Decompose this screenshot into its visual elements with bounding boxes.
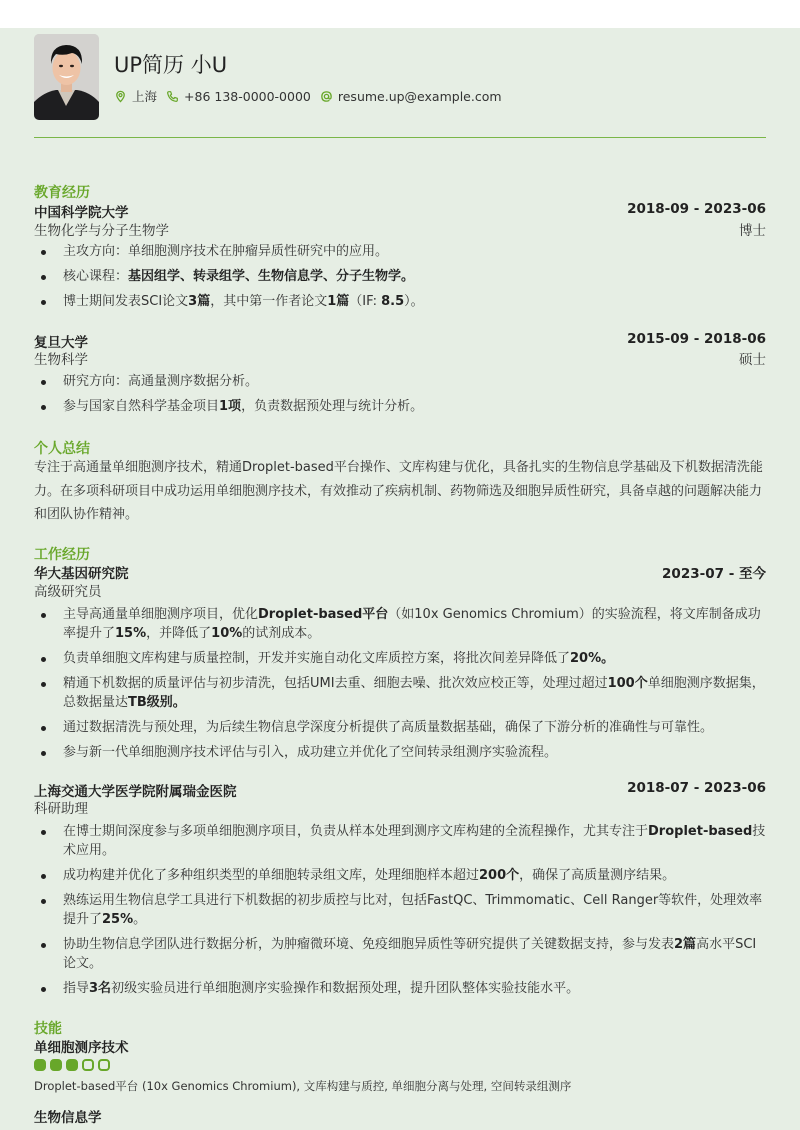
rating-dot-empty-icon <box>82 1059 94 1071</box>
list-item: 主攻方向：单细胞测序技术在肿瘤异质性研究中的应用。 <box>34 242 766 261</box>
edu-2-bullets <box>34 372 766 422</box>
list-item: 研究方向：高通量测序数据分析。 <box>34 372 766 391</box>
edu-1-bullets <box>34 242 766 317</box>
edu-1-major: 生物化学与分子生物学 <box>34 223 169 239</box>
edu-2-major: 生物科学 <box>34 352 88 368</box>
list-item: 协助生物信息学团队进行数据分析，为肿瘤微环境、免疫细胞异质性等研究提供了关键数据支持，参与发表2篇高水平SCI论文。 <box>34 935 766 973</box>
edu-1-header <box>34 201 766 221</box>
work-1-dates: 2023-07 - 至今 <box>662 566 766 582</box>
rating-dot-filled-icon <box>50 1059 62 1071</box>
list-item: 指导3名初级实验员进行单细胞测序实验操作和数据预处理，提升团队整体实验技能水平。 <box>34 979 766 998</box>
phone-text: +86 138-0000-0000 <box>184 88 311 104</box>
phone-icon <box>166 90 179 103</box>
work-2-company: 上海交通大学医学院附属瑞金医院 <box>34 784 237 800</box>
list-item: 博士期间发表SCI论文3篇，其中第一作者论文1篇（IF: 8.5）。 <box>34 292 766 311</box>
candidate-name: UP简历 小U <box>114 53 228 77</box>
contact-email[interactable] <box>320 89 502 104</box>
rating-dot-empty-icon <box>98 1059 110 1071</box>
list-item: 通过数据清洗与预处理，为后续生物信息学深度分析提供了高质量数据基础，确保了下游分析的准确性与可靠性。 <box>34 718 766 737</box>
avatar <box>34 34 99 120</box>
resume-header <box>34 34 766 134</box>
list-item: 熟练运用生物信息学工具进行下机数据的初步质控与比对，包括FastQC、Trimmomatic、Cell Ranger等软件，处理效率提升了25%。 <box>34 891 766 929</box>
section-title-summary: 个人总结 <box>34 441 90 457</box>
section-title-skills: 技能 <box>34 1021 62 1037</box>
skill-2-name: 生物信息学 <box>34 1110 102 1126</box>
list-item: 精通下机数据的质量评估与初步清洗，包括UMI去重、细胞去噪、批次效应校正等，处理过超过100个单细胞测序数据集，总数据量达TB级别。 <box>34 674 766 712</box>
location-text: 上海 <box>132 89 158 104</box>
list-item: 参与新一代单细胞测序技术评估与引入，成功建立并优化了空间转录组测序实验流程。 <box>34 743 766 762</box>
edu-1-dates: 2018-09 - 2023-06 <box>627 201 766 217</box>
email-link[interactable]: resume.up@example.com <box>337 88 502 104</box>
skill-1-name: 单细胞测序技术 <box>34 1040 129 1056</box>
list-item: 负责单细胞文库构建与质量控制，开发并实施自动化文库质控方案，将批次间差异降低了20%。 <box>34 649 766 668</box>
edu-1-degree: 博士 <box>739 223 766 239</box>
rating-dot-filled-icon <box>34 1059 46 1071</box>
list-item: 主导高通量单细胞测序项目，优化Droplet-based平台（如10x Genomics Chromium）的实验流程，将文库制备成功率提升了15%，并降低了10%的试剂成本。 <box>34 605 766 643</box>
section-title-education: 教育经历 <box>34 185 90 201</box>
list-item: 成功构建并优化了多种组织类型的单细胞转录组文库，处理细胞样本超过200个，确保了高质量测序结果。 <box>34 866 766 885</box>
header-divider <box>34 137 766 138</box>
rating-dot-filled-icon <box>66 1059 78 1071</box>
summary-text: 专注于高通量单细胞测序技术，精通Droplet-based平台操作、文库构建与优化，具备扎实的生物信息学基础及下机数据清洗能力。在多项科研项目中成功运用单细胞测序技术，有效推动了疾病机制、药物筛选及细胞异质性研究，具备卓越的问题解决能力和团队协作精神。 <box>34 460 763 522</box>
edu-2-degree: 硕士 <box>739 352 766 368</box>
work-1-header <box>34 562 766 582</box>
contact-location <box>114 87 157 105</box>
work-1-role: 高级研究员 <box>34 584 102 600</box>
map-pin-icon <box>114 90 127 103</box>
skill-1-rating <box>34 1059 110 1071</box>
work-2-role: 科研助理 <box>34 801 88 817</box>
edu-1-subheader <box>34 219 766 239</box>
work-1-subheader <box>34 580 766 600</box>
edu-2-subheader <box>34 348 766 368</box>
work-2-subheader <box>34 797 766 817</box>
work-1-company: 华大基因研究院 <box>34 566 129 582</box>
section-title-work: 工作经历 <box>34 547 90 563</box>
at-sign-icon <box>320 90 333 103</box>
work-1-bullets <box>34 605 766 768</box>
work-2-dates: 2018-07 - 2023-06 <box>627 780 766 796</box>
edu-2-dates: 2015-09 - 2018-06 <box>627 331 766 347</box>
work-2-bullets <box>34 822 766 1004</box>
edu-2-school: 复旦大学 <box>34 335 88 351</box>
edu-1-school: 中国科学院大学 <box>34 205 129 221</box>
contact-phone[interactable] <box>166 89 311 104</box>
skill-1-description: Droplet-based平台 (10x Genomics Chromium), 文库构建与质控, 单细胞分离与处理, 空间转录组测序 <box>34 1079 572 1093</box>
list-item: 核心课程：基因组学、转录组学、生物信息学、分子生物学。 <box>34 267 766 286</box>
list-item: 参与国家自然科学基金项目1项，负责数据预处理与统计分析。 <box>34 397 766 416</box>
contact-info <box>114 87 511 105</box>
list-item: 在博士期间深度参与多项单细胞测序项目，负责从样本处理到测序文库构建的全流程操作，尤其专注于Droplet-based技术应用。 <box>34 822 766 860</box>
